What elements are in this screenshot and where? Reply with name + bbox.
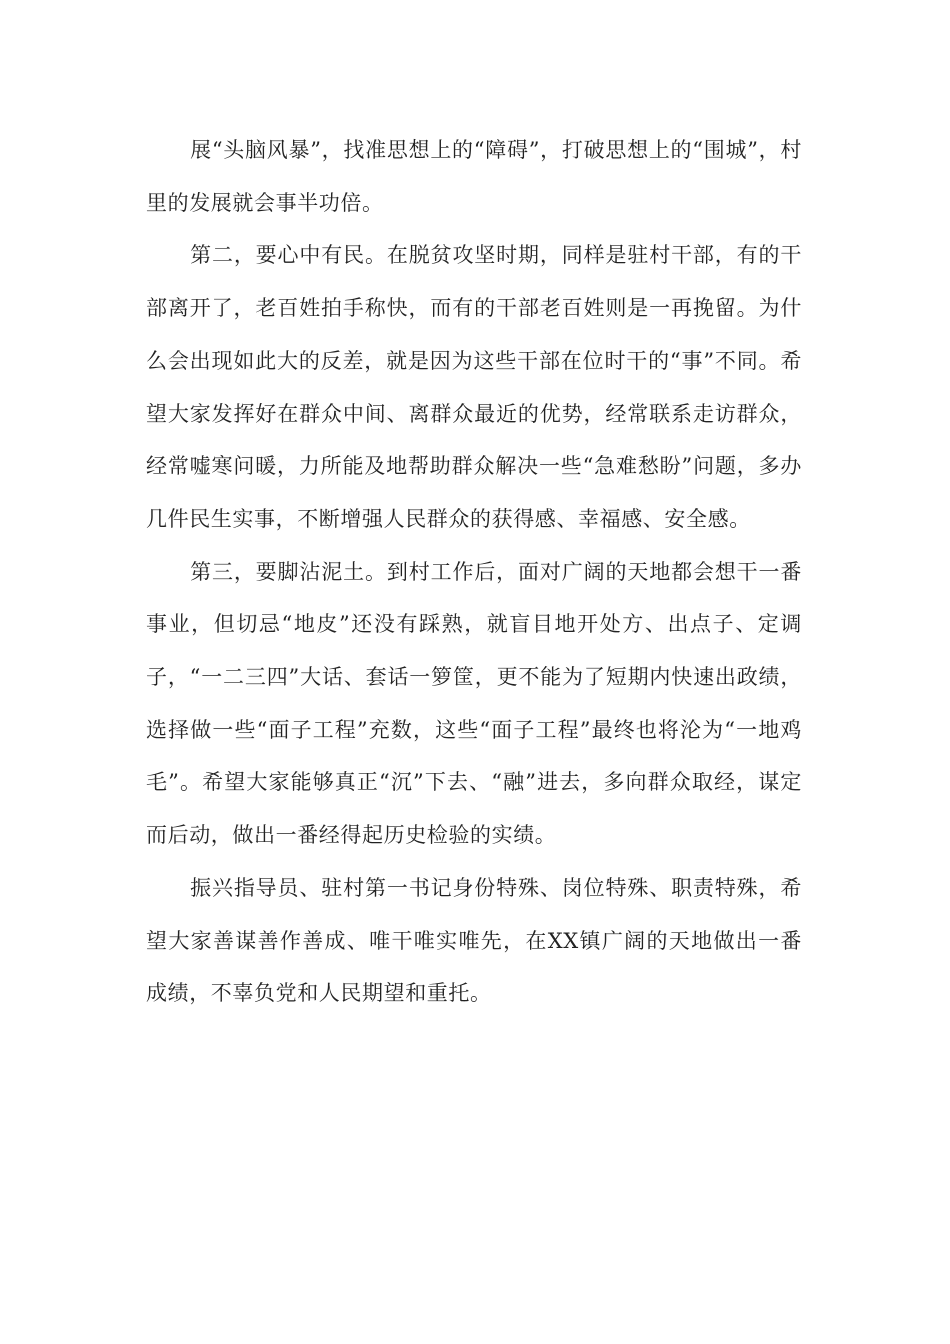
paragraph-third-point: 第三，要脚沾泥土。到村工作后，面对广阔的天地都会想干一番事业，但切忌“地皮”还没有踩熟，就盲目地开处方、出点子、定调子，“一二三四”大话、套话一箩筐，更不能为了短期内快速出政绩，选择做一些“面子工程”充数，这些“面子工程”最终也将沦为“一地鸡毛”。希望大家能够真正“沉”下去、“融”进去，多向群众取经，谋定而后动，做出一番经得起历史检验的实绩。	[146, 559, 802, 848]
paragraph-second-point: 第二，要心中有民。在脱贫攻坚时期，同样是驻村干部，有的干部离开了，老百姓拍手称快，而有的干部老百姓则是一再挽留。为什么会出现如此大的反差，就是因为这些干部在位时干的“事”不同。希望大家发挥好在群众中间、离群众最近的优势，经常联系走访群众，经常嘘寒问暖，力所能及地帮助群众解决一些“急难愁盼”问题，多办几件民生实事，不断增强人民群众的获得感、幸福感、安全感。	[146, 243, 802, 531]
document-body	[146, 124, 802, 1020]
paragraph-closing: 振兴指导员、驻村第一书记身份特殊、岗位特殊、职责特殊，希望大家善谋善作善成、唯干唯实唯先，在XX镇广阔的天地做出一番成绩，不辜负党和人民期望和重托。	[146, 875, 802, 1006]
paragraph-brainstorm: 展“头脑风暴”，找准思想上的“障碍”，打破思想上的“围城”，村里的发展就会事半功倍。	[146, 138, 802, 215]
